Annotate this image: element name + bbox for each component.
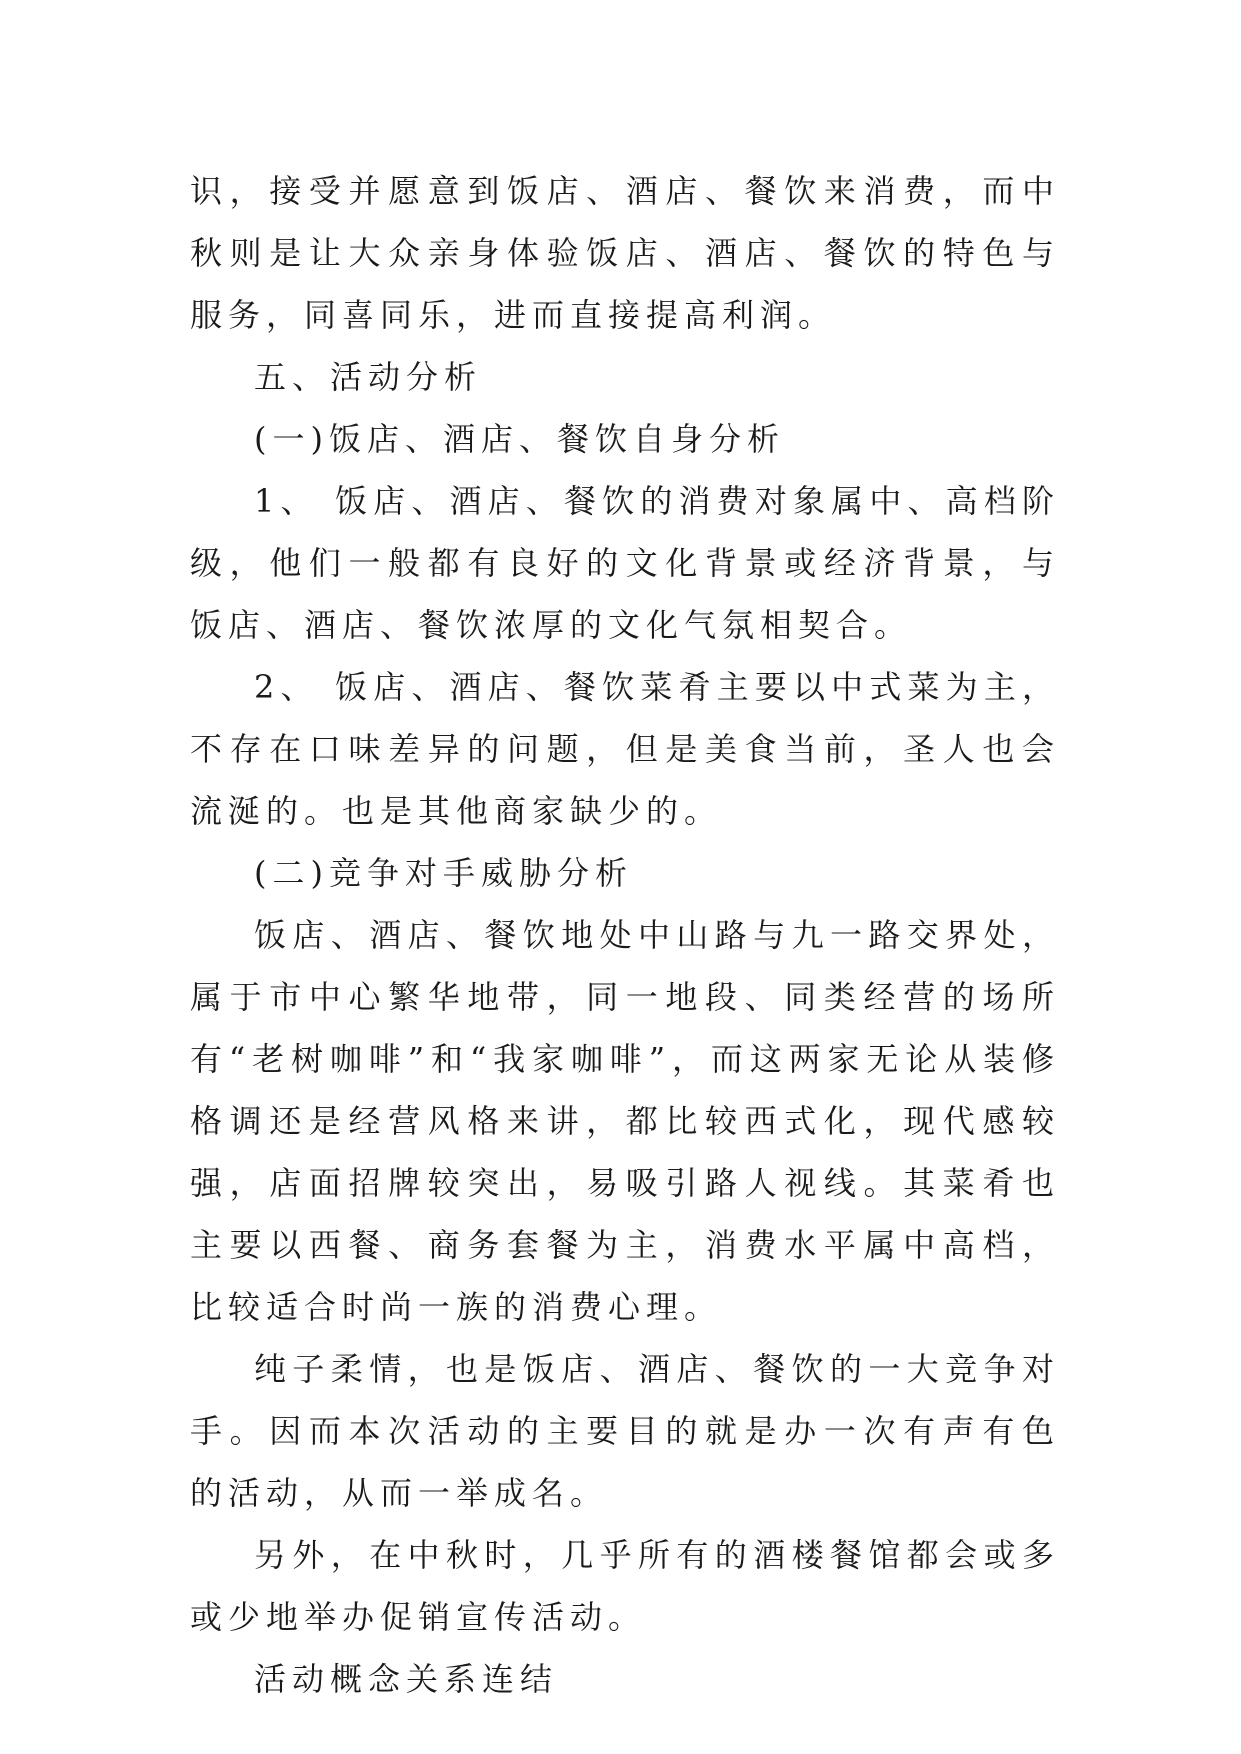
list-item-1: 1、 饭店、酒店、餐饮的消费对象属中、高档阶级，他们一般都有良好的文化背景或经济背景，与饭店、酒店、餐饮浓厚的文化气氛相契合。 — [190, 482, 1060, 644]
list-item-2: 2、 饭店、酒店、餐饮菜肴主要以中式菜为主，不存在口味差异的问题，但是美食当前，圣人也会流涎的。也是其他商家缺少的。 — [190, 668, 1060, 830]
document-body — [190, 160, 1060, 1710]
paragraph-concept-link: 活动概念关系连结 — [254, 1660, 559, 1698]
paragraph-competitor-chunzi: 纯子柔情，也是饭店、酒店、餐饮的一大竞争对手。因而本次活动的主要目的就是办一次有声有色的活动，从而一举成名。 — [190, 1350, 1060, 1512]
paragraph-continuation: 识，接受并愿意到饭店、酒店、餐饮来消费，而中秋则是让大众亲身体验饭店、酒店、餐饮的特色与服务，同喜同乐，进而直接提高利润。 — [190, 172, 1060, 334]
paragraph-competitor-location: 饭店、酒店、餐饮地处中山路与九一路交界处，属于市中心繁华地带，同一地段、同类经营的场所有“老树咖啡”和“我家咖啡”，而这两家无论从装修格调还是经营风格来讲，都比较西式化，现代感较强，店面招牌较突出，易吸引路人视线。其菜肴也主要以西餐、商务套餐为主，消费水平属中高档，比较适合时尚一族的消费心理。 — [190, 916, 1060, 1326]
subsection-heading-competitor-analysis: (二)竞争对手威胁分析 — [254, 854, 633, 892]
paragraph-mid-autumn-promotion: 另外，在中秋时，几乎所有的酒楼餐馆都会或多或少地举办促销宣传活动。 — [190, 1536, 1060, 1636]
section-heading-activity-analysis: 五、活动分析 — [254, 358, 483, 396]
subsection-heading-self-analysis: (一)饭店、酒店、餐饮自身分析 — [254, 420, 785, 458]
